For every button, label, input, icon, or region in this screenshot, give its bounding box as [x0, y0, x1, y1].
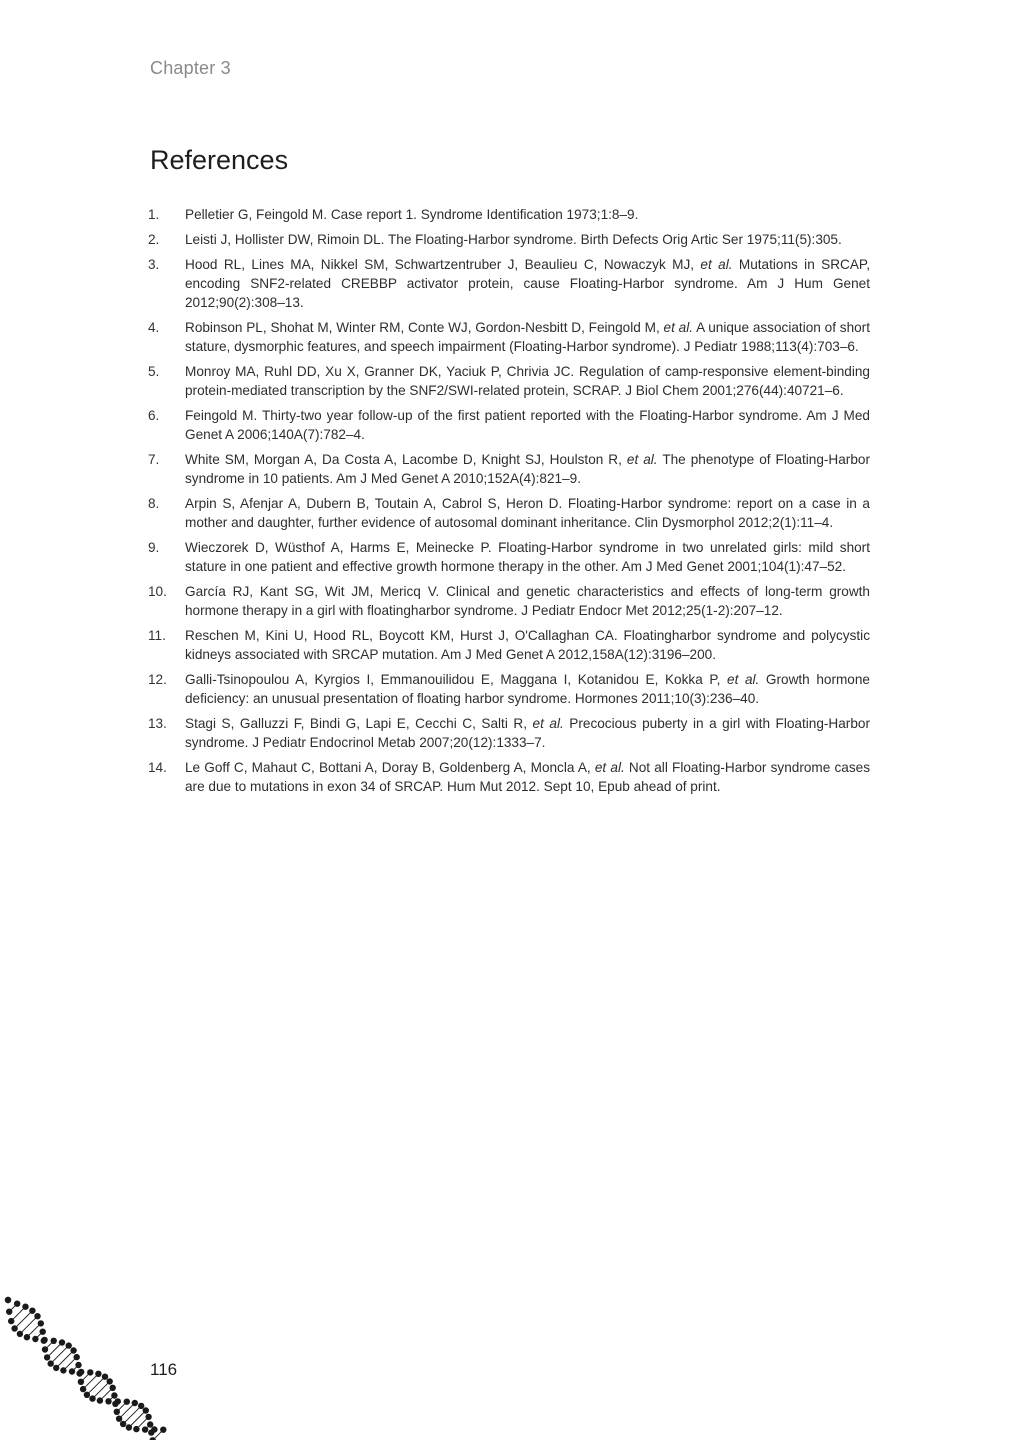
reference-number: 10. [148, 584, 167, 599]
reference-number: 1. [148, 207, 160, 222]
reference-citation-rest: Precocious puberty in a girl with Floating-Harbor syndrome. J Pediatr Endocrinol Metab 2007;20(12):1333–7. [185, 716, 870, 750]
reference-number: 4. [148, 320, 160, 335]
reference-item [148, 714, 870, 752]
reference-citation: García RJ, Kant SG, Wit JM, Mericq V. Clinical and genetic characteristics and effects of long-term growth hormone therapy in a girl with floatingharbor syndrome. J Pediatr Endocr Met 2012;25(1-2):207–12. [185, 584, 870, 618]
reference-et-al: et al. [663, 320, 694, 335]
reference-citation: Wieczorek D, Wüsthof A, Harms E, Meinecke P. Floating-Harbor syndrome in two unrelated girls: mild short stature in one patient and effective growth hormone therapy in the other. Am J Med Genet 2001;104(1):47–52. [185, 540, 870, 574]
reference-citation-rest: A unique association of short stature, dysmorphic features, and speech impairment (Floating-Harbor syndrome). J Pediatr 1988;113(4):703–6. [185, 320, 870, 354]
reference-item [148, 758, 870, 796]
reference-et-al: et al. [594, 760, 625, 775]
reference-et-al: et al. [532, 716, 564, 731]
reference-list [148, 205, 870, 802]
reference-citation: Leisti J, Hollister DW, Rimoin DL. The Floating-Harbor syndrome. Birth Defects Orig Artic Ser 1975;11(5):305. [185, 232, 842, 247]
reference-item [148, 255, 870, 312]
reference-item [148, 230, 870, 249]
reference-citation: Reschen M, Kini U, Hood RL, Boycott KM, Hurst J, O'Callaghan CA. Floatingharbor syndrome and polycystic kidneys associated with SRCAP mutation. Am J Med Genet A 2012,158A(12):3196–200. [185, 628, 870, 662]
reference-citation-rest: Not all Floating-Harbor syndrome cases are due to mutations in exon 34 of SRCAP. Hum Mut 2012. Sept 10, Epub ahead of print. [185, 760, 870, 794]
reference-text [185, 494, 870, 532]
reference-text [185, 230, 870, 249]
reference-citation: Hood RL, Lines MA, Nikkel SM, Schwartzentruber J, Beaulieu C, Nowaczyk MJ, [185, 257, 701, 272]
reference-text [185, 362, 870, 400]
reference-et-al: et al. [626, 452, 658, 467]
reference-text [185, 714, 870, 752]
reference-number: 2. [148, 232, 160, 247]
reference-text [185, 670, 870, 708]
page-number: 116 [150, 1360, 178, 1379]
reference-citation: Feingold M. Thirty-two year follow-up of the first patient reported with the Floating-Harbor syndrome. Am J Med Genet A 2006;140A(7):782–4. [185, 408, 870, 442]
reference-citation: Arpin S, Afenjar A, Dubern B, Toutain A, Cabrol S, Heron D. Floating-Harbor syndrome: report on a case in a mother and daughter, further evidence of autosomal dominant inheritance. Clin Dysmorphol 2012;2(1):11–4. [185, 496, 870, 530]
reference-number: 12. [148, 672, 167, 687]
reference-citation: Robinson PL, Shohat M, Winter RM, Conte WJ, Gordon-Nesbitt D, Feingold M, [185, 320, 664, 335]
dna-helix-icon [0, 1290, 170, 1440]
reference-item [148, 406, 870, 444]
reference-number: 6. [148, 408, 160, 423]
reference-item [148, 362, 870, 400]
reference-citation: Pelletier G, Feingold M. Case report 1. Syndrome Identification 1973;1:8–9. [185, 207, 639, 222]
reference-text [185, 255, 870, 312]
reference-item [148, 538, 870, 576]
section-title: References [150, 145, 289, 175]
reference-item [148, 205, 870, 224]
reference-citation: White SM, Morgan A, Da Costa A, Lacombe D, Knight SJ, Houlston R, [185, 452, 627, 467]
reference-number: 9. [148, 540, 160, 555]
reference-text [185, 626, 870, 664]
reference-et-al: et al. [727, 672, 760, 687]
reference-item [148, 670, 870, 708]
reference-citation: Galli-Tsinopoulou A, Kyrgios I, Emmanouilidou E, Maggana I, Kotanidou E, Kokka P, [185, 672, 728, 687]
reference-citation-rest: The phenotype of Floating-Harbor syndrome in 10 patients. Am J Med Genet A 2010;152A(4):821–9. [185, 452, 870, 486]
reference-text [185, 582, 870, 620]
reference-number: 3. [148, 257, 160, 272]
reference-text [185, 205, 870, 224]
reference-text [185, 406, 870, 444]
reference-text [185, 538, 870, 576]
reference-item [148, 450, 870, 488]
reference-number: 5. [148, 364, 160, 379]
reference-text [185, 758, 870, 796]
reference-citation-rest: Growth hormone deficiency: an unusual presentation of floating harbor syndrome. Hormones 2011;10(3):236–40. [185, 672, 870, 706]
reference-item [148, 626, 870, 664]
reference-number: 7. [148, 452, 160, 467]
reference-text [185, 450, 870, 488]
reference-citation-rest: Mutations in SRCAP, encoding SNF2-related CREBBP activator protein, cause Floating-Harbor syndrome. Am J Hum Genet 2012;90(2):308–13. [185, 257, 870, 310]
reference-citation: Monroy MA, Ruhl DD, Xu X, Granner DK, Yaciuk P, Chrivia JC. Regulation of camp-responsive element-binding protein-mediated transcription by the SNF2/SWI-related protein, SCRAP. J Biol Chem 2001;276(44):40721–6. [185, 364, 870, 398]
reference-number: 8. [148, 496, 160, 511]
reference-item [148, 318, 870, 356]
reference-item [148, 582, 870, 620]
reference-et-al: et al. [700, 257, 733, 272]
reference-number: 11. [148, 628, 166, 643]
reference-text [185, 318, 870, 356]
running-head: Chapter 3 [150, 58, 231, 78]
reference-number: 14. [148, 760, 167, 775]
reference-citation: Le Goff C, Mahaut C, Bottani A, Doray B, Goldenberg A, Moncla A, [185, 760, 595, 775]
reference-number: 13. [148, 716, 167, 731]
reference-citation: Stagi S, Galluzzi F, Bindi G, Lapi E, Cecchi C, Salti R, [185, 716, 533, 731]
reference-item [148, 494, 870, 532]
